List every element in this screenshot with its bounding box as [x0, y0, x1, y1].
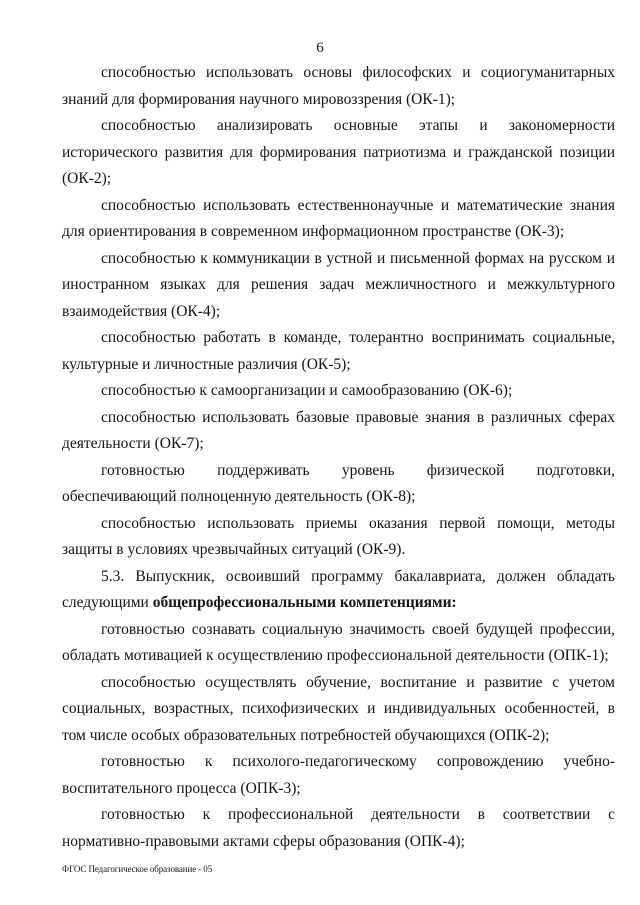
paragraph-ok-9: способностью использовать приемы оказания первой помощи, методы защиты в условиях чрезвычайных ситуаций (ОК-9). — [62, 514, 615, 558]
paragraph-ok-5: способностью работать в команде, толерантно воспринимать социальные, культурные и личностные различия (ОК-5); — [62, 329, 615, 373]
section-5-3-lead: 5.3. Выпускник, освоивший программу бакалавриата, должен обладать следующими — [62, 567, 615, 611]
paragraph-ok-1: способностью использовать основы философских и социогуманитарных знаний для формирования научного мировоззрения (ОК-1); — [62, 64, 615, 108]
page-number: 6 — [316, 40, 324, 56]
paragraph-opk-1: готовностью сознавать социальную значимость своей будущей профессии, обладать мотивацией к осуществлению профессиональной деятельности (ОПК-1); — [62, 620, 615, 664]
paragraph-opk-4: готовностью к профессиональной деятельности в соответствии с нормативно-правовыми актами сферы образования (ОПК-4); — [62, 806, 615, 850]
paragraph-ok-2: способностью анализировать основные этапы и закономерности исторического развития для формирования патриотизма и гражданской позиции (ОК-2); — [62, 117, 615, 187]
paragraph-ok-3: способностью использовать естественнонаучные и математические знания для ориентирования в современном информационном пространстве (ОК-3); — [62, 196, 615, 240]
paragraph-ok-7: способностью использовать базовые правовые знания в различных сферах деятельности (ОК-7); — [62, 408, 615, 452]
section-5-3-heading — [62, 564, 615, 617]
document-body — [62, 60, 615, 855]
paragraph-opk-3: готовностью к психолого-педагогическому сопровождению учебно-воспитательного процесса (ОПК-3); — [62, 753, 615, 797]
paragraph-opk-2: способностью осуществлять обучение, воспитание и развитие с учетом социальных, возрастных, психофизических и индивидуальных особенностей, в том числе особых образовательных потребностей обучающихся (ОПК-2); — [62, 673, 615, 744]
page-footer: ФГОС Педагогическое образование - 05 — [62, 864, 213, 874]
paragraph-ok-6: способностью к самоорганизации и самообразованию (ОК-6); — [101, 382, 513, 399]
paragraph-ok-4: способностью к коммуникации в устной и письменной формах на русском и иностранном языках для решения задач межличностного и межкультурного взаимодействия (ОК-4); — [62, 249, 615, 320]
paragraph-ok-8: готовностью поддерживать уровень физической подготовки, обеспечивающий полноценную деятельность (ОК-8); — [62, 461, 615, 505]
section-5-3-bold: общепрофессиональными компетенциями: — [152, 594, 457, 611]
